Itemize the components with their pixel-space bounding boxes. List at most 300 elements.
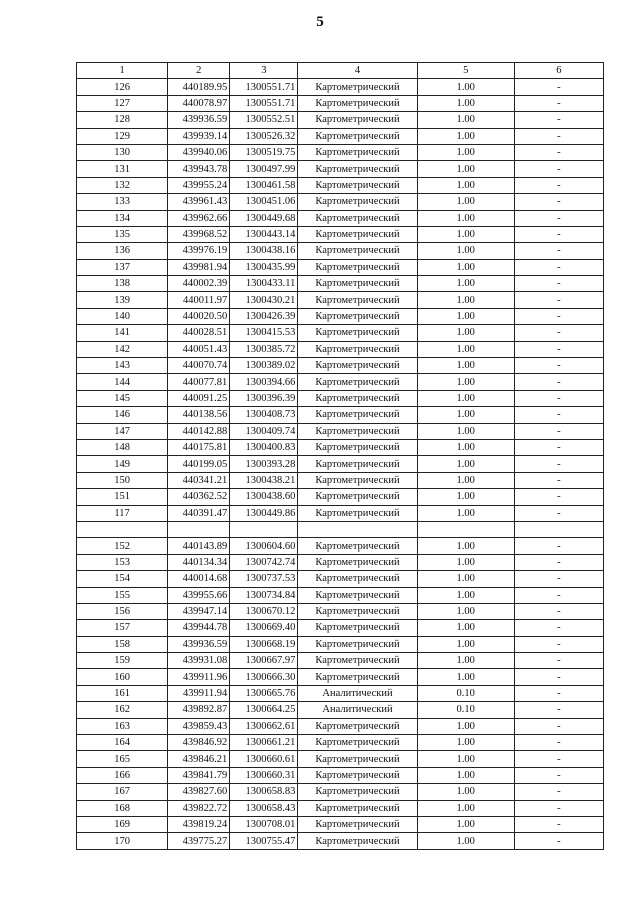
table-row (77, 226, 604, 242)
table-row (77, 816, 604, 832)
empty-cell (77, 521, 168, 537)
table-cell-col-4: Картометрический (298, 784, 417, 800)
table-cell-col-6: - (514, 95, 603, 111)
table-cell-col-6: - (514, 407, 603, 423)
table-cell-col-5: 1.00 (417, 226, 514, 242)
table-row (77, 538, 604, 554)
table-cell-col-2: 440341.21 (168, 472, 230, 488)
table-row (77, 439, 604, 455)
table-cell-col-6: - (514, 161, 603, 177)
table-cell-col-4: Картометрический (298, 95, 417, 111)
table-cell-col-6: - (514, 374, 603, 390)
table-cell-col-5: 1.00 (417, 308, 514, 324)
table-cell-col-5: 1.00 (417, 571, 514, 587)
table-cell-col-1: 145 (77, 390, 168, 406)
table-cell-col-1: 132 (77, 177, 168, 193)
table-cell-col-2: 440077.81 (168, 374, 230, 390)
table-cell-col-3: 1300604.60 (230, 538, 298, 554)
table-cell-col-5: 1.00 (417, 554, 514, 570)
table-cell-col-1: 135 (77, 226, 168, 242)
table-cell-col-5: 1.00 (417, 144, 514, 160)
table-cell-col-5: 1.00 (417, 407, 514, 423)
table-row (77, 341, 604, 357)
header-cell-3: 3 (230, 63, 298, 79)
table-cell-col-5: 1.00 (417, 292, 514, 308)
table-cell-col-4: Картометрический (298, 489, 417, 505)
table-cell-col-3: 1300660.61 (230, 751, 298, 767)
table-cell-col-4: Картометрический (298, 636, 417, 652)
table-cell-col-1: 143 (77, 358, 168, 374)
table-cell-col-2: 439940.06 (168, 144, 230, 160)
table-cell-col-5: 1.00 (417, 259, 514, 275)
table-cell-col-4: Картометрический (298, 751, 417, 767)
table-cell-col-2: 439939.14 (168, 128, 230, 144)
table-cell-col-2: 440028.51 (168, 325, 230, 341)
table-cell-col-2: 439846.92 (168, 735, 230, 751)
table-cell-col-6: - (514, 505, 603, 521)
table-cell-col-6: - (514, 325, 603, 341)
table-cell-col-4: Картометрический (298, 276, 417, 292)
table-cell-col-4: Картометрический (298, 472, 417, 488)
table-cell-col-4: Картометрический (298, 161, 417, 177)
table-cell-col-1: 144 (77, 374, 168, 390)
table-cell-col-3: 1300408.73 (230, 407, 298, 423)
table-cell-col-5: 1.00 (417, 112, 514, 128)
table-cell-col-1: 141 (77, 325, 168, 341)
table-cell-col-3: 1300449.86 (230, 505, 298, 521)
table-cell-col-5: 1.00 (417, 538, 514, 554)
table-cell-col-5: 1.00 (417, 472, 514, 488)
table-cell-col-2: 440362.52 (168, 489, 230, 505)
table-cell-col-5: 1.00 (417, 177, 514, 193)
table-cell-col-2: 440091.25 (168, 390, 230, 406)
table-cell-col-5: 1.00 (417, 784, 514, 800)
table-row (77, 243, 604, 259)
table-cell-col-1: 148 (77, 439, 168, 455)
table-cell-col-3: 1300742.74 (230, 554, 298, 570)
header-cell-5: 5 (417, 63, 514, 79)
table-cell-col-2: 439936.59 (168, 112, 230, 128)
table-cell-col-4: Картометрический (298, 243, 417, 259)
table-cell-col-4: Картометрический (298, 816, 417, 832)
table-cell-col-4: Картометрический (298, 554, 417, 570)
table-cell-col-1: 129 (77, 128, 168, 144)
table-cell-col-4: Картометрический (298, 325, 417, 341)
table-cell-col-6: - (514, 194, 603, 210)
table-cell-col-5: 1.00 (417, 587, 514, 603)
table-cell-col-5: 1.00 (417, 439, 514, 455)
table-cell-col-5: 1.00 (417, 161, 514, 177)
table-cell-col-1: 128 (77, 112, 168, 128)
table-cell-col-4: Картометрический (298, 259, 417, 275)
table-cell-col-3: 1300519.75 (230, 144, 298, 160)
table-cell-col-3: 1300670.12 (230, 603, 298, 619)
table-cell-col-4: Картометрический (298, 587, 417, 603)
table-row (77, 325, 604, 341)
table-cell-col-6: - (514, 292, 603, 308)
table-cell-col-6: - (514, 767, 603, 783)
table-cell-col-1: 131 (77, 161, 168, 177)
table-cell-col-5: 1.00 (417, 79, 514, 95)
table-cell-col-2: 439931.08 (168, 653, 230, 669)
table-cell-col-5: 1.00 (417, 669, 514, 685)
table-cell-col-3: 1300394.66 (230, 374, 298, 390)
table-cell-col-6: - (514, 243, 603, 259)
table-cell-col-2: 440138.56 (168, 407, 230, 423)
table-cell-col-5: 0.10 (417, 685, 514, 701)
table-cell-col-6: - (514, 177, 603, 193)
table-cell-col-1: 162 (77, 702, 168, 718)
table-cell-col-6: - (514, 587, 603, 603)
table-cell-col-4: Картометрический (298, 538, 417, 554)
table-cell-col-1: 165 (77, 751, 168, 767)
table-cell-col-2: 439859.43 (168, 718, 230, 734)
table-cell-col-2: 439936.59 (168, 636, 230, 652)
table-row (77, 784, 604, 800)
table-row (77, 210, 604, 226)
table-cell-col-5: 1.00 (417, 390, 514, 406)
table-cell-col-1: 139 (77, 292, 168, 308)
table-cell-col-6: - (514, 636, 603, 652)
table-cell-col-6: - (514, 833, 603, 849)
table-cell-col-3: 1300430.21 (230, 292, 298, 308)
table-cell-col-2: 439943.78 (168, 161, 230, 177)
table-cell-col-6: - (514, 653, 603, 669)
table-cell-col-6: - (514, 79, 603, 95)
table-cell-col-6: - (514, 735, 603, 751)
header-cell-1: 1 (77, 63, 168, 79)
table-cell-col-4: Картометрический (298, 571, 417, 587)
table-cell-col-2: 439955.24 (168, 177, 230, 193)
table-cell-col-4: Картометрический (298, 374, 417, 390)
table-cell-col-1: 158 (77, 636, 168, 652)
table-cell-col-5: 1.00 (417, 325, 514, 341)
table-cell-col-2: 440014.68 (168, 571, 230, 587)
table-cell-col-4: Картометрический (298, 423, 417, 439)
table-row (77, 144, 604, 160)
table-cell-col-2: 439968.52 (168, 226, 230, 242)
table-cell-col-1: 134 (77, 210, 168, 226)
table-cell-col-2: 439955.66 (168, 587, 230, 603)
empty-cell (514, 521, 603, 537)
table-cell-col-5: 1.00 (417, 423, 514, 439)
table-row (77, 669, 604, 685)
table-cell-col-6: - (514, 669, 603, 685)
table-row (77, 718, 604, 734)
table-cell-col-5: 1.00 (417, 341, 514, 357)
table-cell-col-3: 1300438.16 (230, 243, 298, 259)
table-row (77, 505, 604, 521)
table-row (77, 79, 604, 95)
table-cell-col-4: Картометрический (298, 128, 417, 144)
table-cell-col-4: Картометрический (298, 407, 417, 423)
table-cell-col-5: 1.00 (417, 653, 514, 669)
table-row (77, 407, 604, 423)
table-cell-col-2: 439822.72 (168, 800, 230, 816)
table-cell-col-6: - (514, 112, 603, 128)
table-cell-col-3: 1300389.02 (230, 358, 298, 374)
table-cell-col-3: 1300461.58 (230, 177, 298, 193)
table-cell-col-1: 146 (77, 407, 168, 423)
table-cell-col-1: 149 (77, 456, 168, 472)
table-cell-col-3: 1300658.83 (230, 784, 298, 800)
table-cell-col-3: 1300658.43 (230, 800, 298, 816)
table-row (77, 702, 604, 718)
table-cell-col-2: 439947.14 (168, 603, 230, 619)
table-cell-col-6: - (514, 472, 603, 488)
table-cell-col-4: Картометрический (298, 390, 417, 406)
table-cell-col-2: 439944.78 (168, 620, 230, 636)
table-cell-col-2: 440189.95 (168, 79, 230, 95)
table-cell-col-3: 1300664.25 (230, 702, 298, 718)
table-cell-col-1: 151 (77, 489, 168, 505)
table-cell-col-6: - (514, 489, 603, 505)
table-cell-col-5: 1.00 (417, 833, 514, 849)
table-row (77, 685, 604, 701)
table-cell-col-2: 440020.50 (168, 308, 230, 324)
header-cell-2: 2 (168, 63, 230, 79)
table-cell-col-4: Картометрический (298, 79, 417, 95)
table-cell-col-4: Картометрический (298, 653, 417, 669)
table-cell-col-1: 150 (77, 472, 168, 488)
table-cell-col-1: 126 (77, 79, 168, 95)
table-cell-col-6: - (514, 603, 603, 619)
table-cell-col-6: - (514, 128, 603, 144)
table-cell-col-2: 440134.34 (168, 554, 230, 570)
table-cell-col-6: - (514, 341, 603, 357)
table-cell-col-3: 1300443.14 (230, 226, 298, 242)
table-cell-col-2: 440142.88 (168, 423, 230, 439)
table-row (77, 95, 604, 111)
table-row (77, 587, 604, 603)
page-number: 5 (316, 14, 324, 30)
table-row (77, 833, 604, 849)
table-cell-col-5: 1.00 (417, 636, 514, 652)
table-row (77, 161, 604, 177)
table-row (77, 554, 604, 570)
table-row (77, 423, 604, 439)
table-cell-col-5: 1.00 (417, 751, 514, 767)
table-cell-col-6: - (514, 358, 603, 374)
table-cell-col-3: 1300552.51 (230, 112, 298, 128)
table-cell-col-1: 160 (77, 669, 168, 685)
table-cell-col-2: 440070.74 (168, 358, 230, 374)
table-cell-col-6: - (514, 702, 603, 718)
table-row (77, 489, 604, 505)
table-cell-col-2: 439962.66 (168, 210, 230, 226)
table-row (77, 456, 604, 472)
table-cell-col-5: 1.00 (417, 718, 514, 734)
table-cell-col-5: 1.00 (417, 374, 514, 390)
table-row (77, 112, 604, 128)
table-cell-col-1: 168 (77, 800, 168, 816)
table-cell-col-5: 1.00 (417, 767, 514, 783)
table-cell-col-4: Картометрический (298, 292, 417, 308)
table-cell-col-3: 1300660.31 (230, 767, 298, 783)
table-cell-col-5: 1.00 (417, 505, 514, 521)
table-cell-col-3: 1300438.60 (230, 489, 298, 505)
table-cell-col-6: - (514, 423, 603, 439)
table-cell-col-2: 440175.81 (168, 439, 230, 455)
table-cell-col-4: Картометрический (298, 669, 417, 685)
table-cell-col-5: 1.00 (417, 210, 514, 226)
table-cell-col-2: 439976.19 (168, 243, 230, 259)
table-cell-col-6: - (514, 800, 603, 816)
table-cell-col-5: 1.00 (417, 358, 514, 374)
table-row (77, 735, 604, 751)
table-cell-col-2: 439911.96 (168, 669, 230, 685)
table-cell-col-3: 1300665.76 (230, 685, 298, 701)
table-row (77, 620, 604, 636)
table-cell-col-1: 157 (77, 620, 168, 636)
empty-cell (417, 521, 514, 537)
table-cell-col-2: 440143.89 (168, 538, 230, 554)
table-cell-col-1: 170 (77, 833, 168, 849)
table-cell-col-4: Картометрический (298, 341, 417, 357)
table-cell-col-3: 1300551.71 (230, 95, 298, 111)
table-cell-col-2: 439911.94 (168, 685, 230, 701)
empty-cell (168, 521, 230, 537)
table-row (77, 276, 604, 292)
table-cell-col-1: 147 (77, 423, 168, 439)
table-cell-col-4: Картометрический (298, 620, 417, 636)
table-row (77, 603, 604, 619)
table-cell-col-5: 1.00 (417, 489, 514, 505)
table-cell-col-6: - (514, 784, 603, 800)
table-cell-col-6: - (514, 308, 603, 324)
table-cell-col-3: 1300734.84 (230, 587, 298, 603)
table-cell-col-3: 1300415.53 (230, 325, 298, 341)
table-cell-col-5: 1.00 (417, 456, 514, 472)
table-cell-col-6: - (514, 554, 603, 570)
table-cell-col-1: 136 (77, 243, 168, 259)
table-cell-col-4: Картометрический (298, 144, 417, 160)
table-row (77, 571, 604, 587)
table-cell-col-1: 142 (77, 341, 168, 357)
table-row (77, 259, 604, 275)
table-cell-col-4: Картометрический (298, 177, 417, 193)
table-cell-col-1: 164 (77, 735, 168, 751)
table-row (77, 653, 604, 669)
table-row (77, 358, 604, 374)
table-cell-col-2: 439827.60 (168, 784, 230, 800)
table-cell-col-2: 440051.43 (168, 341, 230, 357)
table-cell-col-5: 1.00 (417, 276, 514, 292)
table-cell-col-2: 440078.97 (168, 95, 230, 111)
table-cell-col-6: - (514, 210, 603, 226)
table-cell-col-3: 1300668.19 (230, 636, 298, 652)
header-cell-4: 4 (298, 63, 417, 79)
table-cell-col-6: - (514, 620, 603, 636)
table-row (77, 177, 604, 193)
table-cell-col-4: Картометрический (298, 800, 417, 816)
table-cell-col-5: 1.00 (417, 620, 514, 636)
table-cell-col-3: 1300661.21 (230, 735, 298, 751)
table-row (77, 636, 604, 652)
table-row (77, 308, 604, 324)
table-cell-col-3: 1300393.28 (230, 456, 298, 472)
table-cell-col-5: 1.00 (417, 128, 514, 144)
table-cell-col-2: 439819.24 (168, 816, 230, 832)
table-cell-col-2: 440199.05 (168, 456, 230, 472)
table-cell-col-6: - (514, 571, 603, 587)
empty-cell (230, 521, 298, 537)
table-cell-col-1: 161 (77, 685, 168, 701)
table-row (77, 751, 604, 767)
table-cell-col-1: 156 (77, 603, 168, 619)
table-cell-col-3: 1300497.99 (230, 161, 298, 177)
table-body (77, 79, 604, 849)
table-cell-col-6: - (514, 226, 603, 242)
table-cell-col-4: Аналитический (298, 685, 417, 701)
table-cell-col-1: 169 (77, 816, 168, 832)
table-cell-col-6: - (514, 816, 603, 832)
table-cell-col-3: 1300737.53 (230, 571, 298, 587)
table-cell-col-1: 163 (77, 718, 168, 734)
table-cell-col-6: - (514, 144, 603, 160)
table-cell-col-4: Аналитический (298, 702, 417, 718)
table-cell-col-4: Картометрический (298, 210, 417, 226)
table-cell-col-2: 439961.43 (168, 194, 230, 210)
table-cell-col-4: Картометрический (298, 603, 417, 619)
table-cell-col-1: 140 (77, 308, 168, 324)
table-row (77, 390, 604, 406)
table-row (77, 800, 604, 816)
table-cell-col-1: 159 (77, 653, 168, 669)
table-cell-col-5: 1.00 (417, 816, 514, 832)
table-cell-col-3: 1300396.39 (230, 390, 298, 406)
table-cell-col-3: 1300551.71 (230, 79, 298, 95)
table-cell-col-4: Картометрический (298, 308, 417, 324)
table-cell-col-4: Картометрический (298, 505, 417, 521)
table-cell-col-1: 155 (77, 587, 168, 603)
coordinates-table (76, 62, 604, 850)
table-cell-col-6: - (514, 538, 603, 554)
table-cell-col-2: 439981.94 (168, 259, 230, 275)
table-cell-col-5: 1.00 (417, 603, 514, 619)
table-cell-col-3: 1300662.61 (230, 718, 298, 734)
table-cell-col-4: Картометрический (298, 767, 417, 783)
table-cell-col-2: 440002.39 (168, 276, 230, 292)
table-cell-col-6: - (514, 456, 603, 472)
table-cell-col-4: Картометрический (298, 735, 417, 751)
table-cell-col-6: - (514, 685, 603, 701)
table-cell-col-3: 1300755.47 (230, 833, 298, 849)
table-cell-col-2: 439841.79 (168, 767, 230, 783)
table-cell-col-1: 127 (77, 95, 168, 111)
table-cell-col-1: 130 (77, 144, 168, 160)
header-cell-6: 6 (514, 63, 603, 79)
table-cell-col-4: Картометрический (298, 226, 417, 242)
table-cell-col-1: 137 (77, 259, 168, 275)
table-cell-col-1: 117 (77, 505, 168, 521)
table-row (77, 472, 604, 488)
table-cell-col-1: 154 (77, 571, 168, 587)
table-cell-col-6: - (514, 439, 603, 455)
table-cell-col-3: 1300449.68 (230, 210, 298, 226)
header-row (77, 63, 604, 79)
table-cell-col-6: - (514, 751, 603, 767)
table-cell-col-5: 1.00 (417, 800, 514, 816)
table-cell-col-3: 1300667.97 (230, 653, 298, 669)
table-cell-col-1: 166 (77, 767, 168, 783)
table-cell-col-2: 439892.87 (168, 702, 230, 718)
group-separator-row (77, 521, 604, 537)
table-row (77, 374, 604, 390)
table-cell-col-6: - (514, 390, 603, 406)
table-cell-col-3: 1300409.74 (230, 423, 298, 439)
table-cell-col-3: 1300669.40 (230, 620, 298, 636)
